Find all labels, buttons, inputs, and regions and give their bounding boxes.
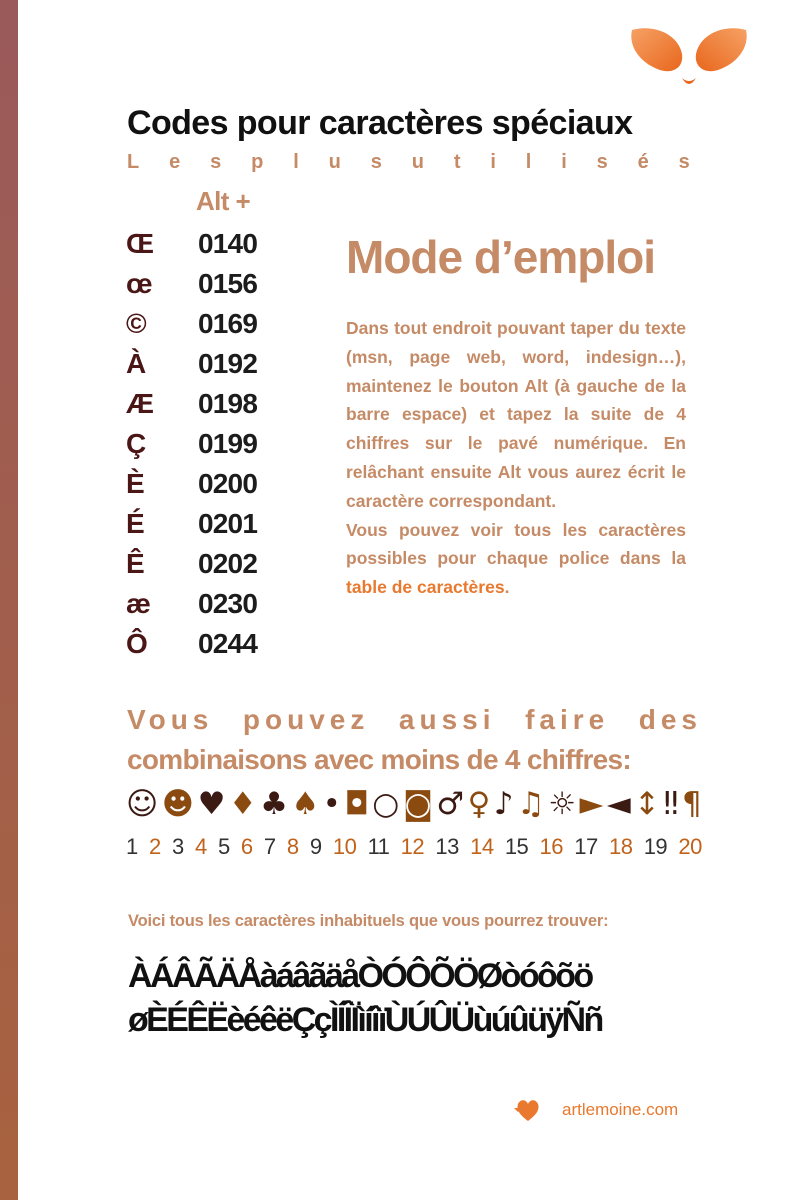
symbol-glyph: ♥ <box>197 786 226 822</box>
subtitle-letter: s <box>678 151 690 173</box>
code-row <box>126 264 296 304</box>
all-characters <box>128 954 704 1042</box>
symbol-glyph: ♀ <box>467 786 491 822</box>
page-title: Codes pour caractères spéciaux <box>127 104 633 142</box>
code-number: 0200 <box>198 468 258 499</box>
code-character: © <box>126 308 146 339</box>
code-row <box>126 584 296 624</box>
subtitle-letter: L <box>127 151 140 173</box>
subtitle-letter: é <box>637 151 649 173</box>
code-number: 0169 <box>198 308 258 339</box>
symbol-number: 18 <box>608 834 633 859</box>
subtitle-letter: e <box>169 151 181 173</box>
code-number: 0230 <box>198 588 258 619</box>
code-row <box>126 344 296 384</box>
combinations-title-line-2: combinaisons avec moins de 4 chiffres: <box>127 744 632 775</box>
subtitle-letter: i <box>490 151 496 173</box>
heart-logo-icon <box>514 1097 544 1123</box>
symbol-glyph: ♪ <box>493 786 514 822</box>
code-character: æ <box>126 588 151 619</box>
symbol-number: 11 <box>367 834 390 859</box>
paragraph-2-text: Vous pouvez voir tous les caractères possibles pour chaque police dans la <box>346 519 686 569</box>
symbol-glyph: ☺ <box>126 786 159 822</box>
code-row <box>126 384 296 424</box>
combinations-title-line-1 <box>127 700 702 740</box>
symbol-number: 17 <box>574 834 598 859</box>
code-row <box>126 424 296 464</box>
code-number: 0199 <box>198 428 258 459</box>
symbol-number: 1 <box>126 834 138 859</box>
website-link[interactable]: artlemoine.com <box>562 1100 679 1119</box>
combinations-title-word: aussi <box>398 704 496 735</box>
subtitle-letter: u <box>328 151 341 173</box>
code-row <box>126 544 296 584</box>
instructions-paragraph-2 <box>346 516 686 602</box>
subtitle-letter: p <box>251 151 264 173</box>
symbol-number: 12 <box>400 834 425 859</box>
code-character: Æ <box>126 388 154 419</box>
symbol-glyph: ◘ <box>344 786 369 822</box>
symbol-glyph: ♫ <box>517 786 545 822</box>
all-characters-line-1: ÀÁÂÃÄÅàáâãäåÒÓÔÕÖØòóôõö <box>128 957 592 995</box>
symbol-number: 3 <box>171 834 184 859</box>
code-number: 0244 <box>198 628 258 659</box>
subtitle-letter: i <box>561 151 567 173</box>
code-character: Ô <box>126 628 147 659</box>
symbol-glyph: ◙ <box>402 786 433 822</box>
combination-symbols <box>126 786 702 822</box>
code-number: 0192 <box>198 348 258 379</box>
left-side-bar <box>0 0 18 1200</box>
symbol-glyph: ¶ <box>682 786 702 822</box>
symbol-glyph: ☻ <box>161 786 195 822</box>
subtitle-letter: l <box>293 151 299 173</box>
symbol-number: 5 <box>217 834 230 859</box>
symbol-number: 6 <box>240 834 253 859</box>
mode-title: Mode d’emploi <box>346 231 655 283</box>
all-characters-intro: Voici tous les caractères inhabituels que vous pourrez trouver: <box>128 912 609 930</box>
code-number: 0198 <box>198 388 258 419</box>
symbol-glyph: ► <box>579 786 604 822</box>
subtitle-letter: u <box>411 151 424 173</box>
page-subtitle <box>127 150 690 174</box>
symbol-number: 8 <box>286 834 299 859</box>
all-characters-line-2: øÈÉÊËèéêëÇçÌÍÎÏìíîïÙÚÛÜùúûüÿÑñ <box>128 1001 602 1039</box>
butterfly-logo-icon <box>626 24 752 96</box>
combinations-title-word: des <box>638 704 702 735</box>
symbol-number: 14 <box>470 834 494 859</box>
symbol-number: 7 <box>263 834 276 859</box>
code-character: È <box>126 468 144 499</box>
code-number: 0201 <box>198 508 258 539</box>
symbol-glyph: ☼ <box>548 786 577 822</box>
alt-column-header: Alt + <box>196 186 251 216</box>
instructions-paragraph-1: Dans tout endroit pouvant taper du texte (msn, page web, word, indesign…), maintenez le bouton Alt (à gauche de la barre espace) et tapez la suite de 4 chiffres sur le pavé numérique. En relâchant ensuite Alt vous aurez écrit le caractère correspondant. <box>346 318 686 511</box>
symbol-number: 2 <box>148 834 161 859</box>
instructions <box>346 314 686 602</box>
combinations-title <box>127 700 702 780</box>
symbol-number: 19 <box>643 834 668 859</box>
symbol-glyph: ♂ <box>436 786 465 822</box>
combinations-title-word: faire <box>525 704 610 735</box>
code-row <box>126 504 296 544</box>
symbol-glyph: ♣ <box>260 786 288 822</box>
code-row <box>126 624 296 664</box>
symbol-glyph: ♦ <box>228 786 257 822</box>
subtitle-letter: s <box>596 151 608 173</box>
symbol-glyph: ○ <box>372 786 400 822</box>
subtitle-letter: l <box>525 151 532 173</box>
combinations-title-word: pouvez <box>242 704 370 735</box>
symbol-number: 10 <box>332 834 357 859</box>
character-table-link[interactable]: table de caractères <box>346 577 505 598</box>
code-number: 0156 <box>198 268 258 299</box>
symbol-number: 13 <box>435 834 459 859</box>
combination-numbers <box>126 834 702 860</box>
code-character: œ <box>126 268 152 299</box>
subtitle-letter: s <box>210 151 222 173</box>
code-number: 0202 <box>198 548 258 579</box>
code-character: Ê <box>126 548 144 579</box>
code-character: É <box>126 508 144 539</box>
symbol-number: 20 <box>678 834 702 859</box>
code-row <box>126 464 296 504</box>
symbol-glyph: ◄ <box>606 786 631 822</box>
symbol-glyph: • <box>322 786 341 822</box>
paragraph-2-end: . <box>504 577 510 598</box>
code-row <box>126 224 296 264</box>
symbol-number: 4 <box>194 834 207 859</box>
code-character: Ç <box>126 428 146 459</box>
symbol-glyph: ↕ <box>634 786 661 822</box>
symbol-glyph: ♠ <box>291 786 320 822</box>
symbol-number: 15 <box>504 834 529 859</box>
combinations-title-word: Vous <box>127 704 214 735</box>
subtitle-letter: t <box>453 151 461 173</box>
symbol-number: 9 <box>309 834 322 859</box>
symbol-glyph: ‼ <box>663 786 679 822</box>
symbol-number: 16 <box>539 834 564 859</box>
code-row <box>126 304 296 344</box>
code-character: À <box>126 348 146 379</box>
code-character: Œ <box>126 228 154 259</box>
footer <box>514 1096 678 1124</box>
alt-codes-list <box>126 224 296 664</box>
subtitle-letter: s <box>370 151 382 173</box>
code-number: 0140 <box>198 228 258 259</box>
